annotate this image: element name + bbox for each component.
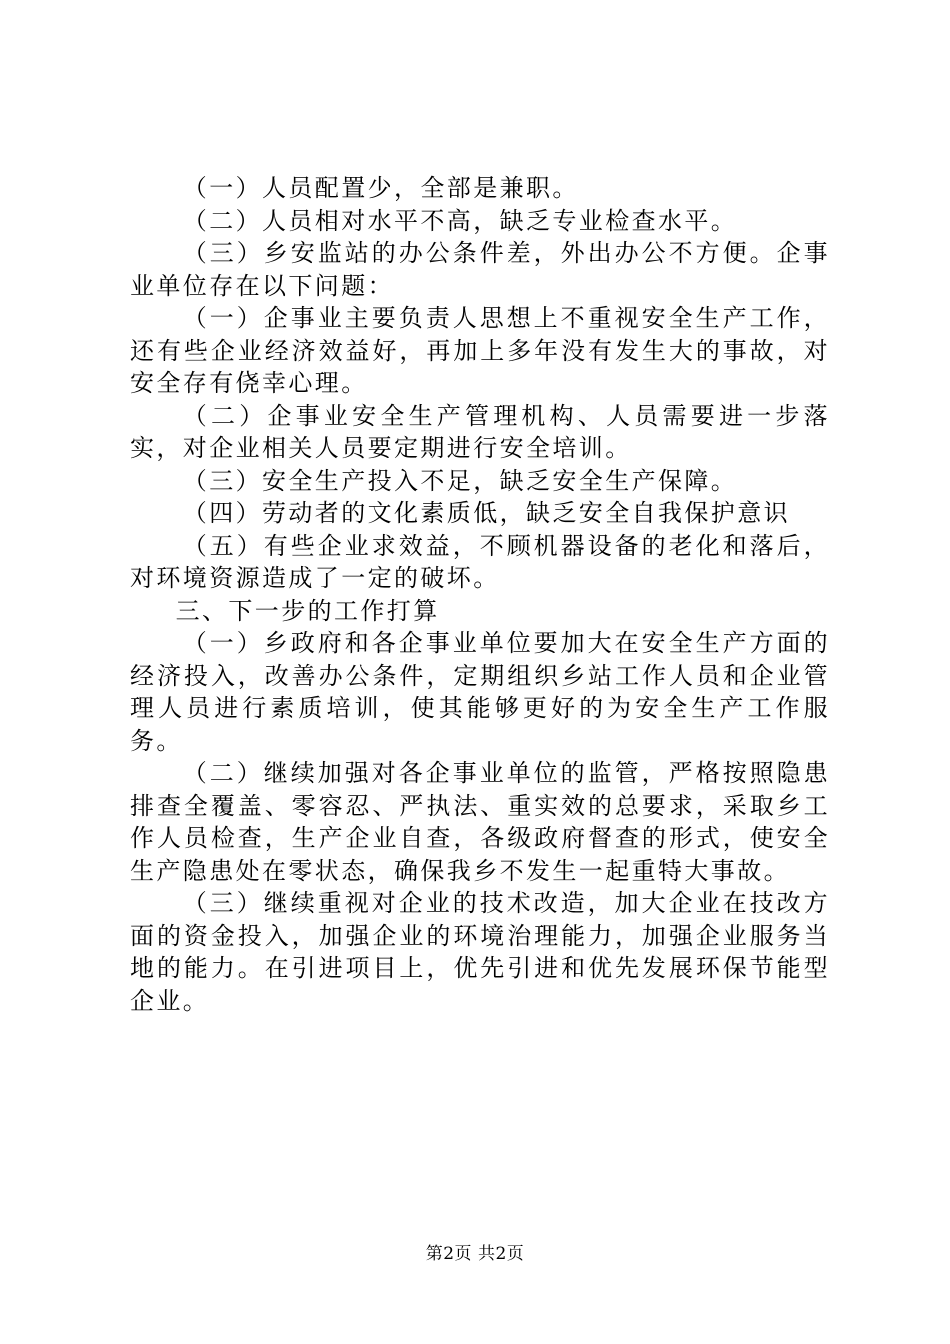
paragraph-office-conditions: （三）乡安监站的办公条件差，外出办公不方便。企事业单位存在以下问题： (130, 239, 830, 300)
paragraph-leadership-neglect: （一）企事业主要负责人思想上不重视安全生产工作，还有些企业经济效益好，再加上多年没有发生大的事故，对安全存有侥幸心理。 (130, 304, 830, 397)
paragraph-management-structure: （二）企事业安全生产管理机构、人员需要进一步落实，对企业相关人员要定期进行安全培训。 (130, 401, 830, 462)
page-footer (0, 1244, 950, 1264)
paragraph-investment-shortfall: （三）安全生产投入不足，缺乏安全生产保障。 (182, 466, 738, 495)
paragraph-staff-skill: （二）人员相对水平不高，缺乏专业检查水平。 (182, 206, 738, 235)
paragraph-technical-upgrade: （三）继续重视对企业的技术改造，加大企业在技改方面的资金投入，加强企业的环境治理能力，加强企业服务当地的能力。在引进项目上，优先引进和优先发展环保节能型企业。 (130, 889, 830, 1015)
section-heading-next-steps: 三、下一步的工作打算 (175, 596, 440, 625)
paragraph-worker-awareness: （四）劳动者的文化素质低，缺乏安全自我保护意识 (182, 499, 790, 527)
paragraph-environment-damage: （五）有些企业求效益，不顾机器设备的老化和落后，对环境资源造成了一定的破坏。 (130, 531, 830, 592)
paragraph-strengthen-supervision: （二）继续加强对各企事业单位的监管，严格按照隐患排查全覆盖、零容忍、严执法、重实效的总要求，采取乡工作人员检查，生产企业自查，各级政府督查的形式，使安全生产隐患处在零状态，确保我乡不发生一起重特大事故。 (130, 759, 830, 885)
page-number-label: 第2页 共2页 (425, 1244, 525, 1264)
paragraph-staff-shortage: （一）人员配置少，全部是兼职。 (182, 174, 579, 202)
paragraph-increase-investment: （一）乡政府和各企事业单位要加大在安全生产方面的经济投入，改善办公条件，定期组织乡站工作人员和企业管理人员进行素质培训，使其能够更好的为安全生产工作服务。 (130, 629, 830, 755)
document-body (130, 172, 830, 1017)
